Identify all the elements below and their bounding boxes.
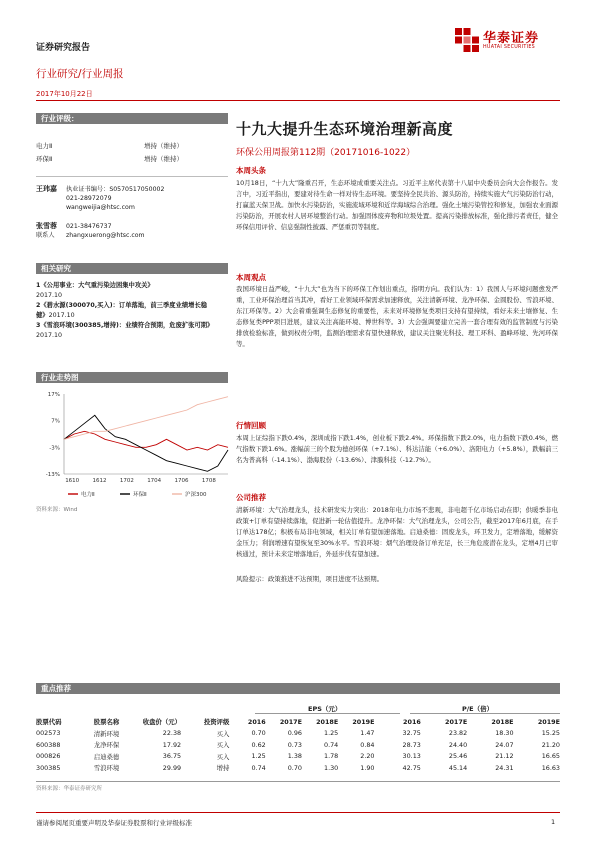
table-row[interactable]: 600388 龙净环保 17.92 买入 0.62 0.73 0.74 0.84 28.73 24.40 24.07 21.20: [36, 740, 560, 750]
x-tick-label: 1704: [147, 478, 162, 484]
huatai-logo-mark-icon: [455, 28, 479, 52]
group-divider-eps: [255, 713, 400, 714]
brand-name: 华泰证券: [483, 31, 540, 46]
rating-value: 增持（维持）: [144, 142, 183, 150]
table-bottom-line: [36, 781, 560, 782]
analyst-block-1: [36, 185, 232, 221]
brand-sub: HUATAI SECURITIES: [483, 45, 536, 50]
table-row[interactable]: 000826 启迪桑德 36.75 买入 1.25 1.38 1.78 2.20 30.13 25.46 21.12 16.65: [36, 752, 560, 761]
series-line: [64, 397, 228, 440]
analyst-phone: 021-38476737: [66, 223, 112, 230]
risk-note: 风险提示：政策推进不达预期，项目进度不达预期。: [236, 575, 383, 583]
rating-industry: 环保Ⅱ: [36, 155, 53, 163]
y-tick-label: -13%: [45, 472, 60, 478]
related-item[interactable]: 3《雪浪环境(300385,增持)：业绩符合预期，危废扩张可期》2017.10: [36, 322, 214, 339]
footer-disclaimer[interactable]: 谨请参阅尾页重要声明及华泰证券股票和行业评级标准: [36, 819, 192, 827]
ratings-divider: [36, 176, 228, 177]
contact-label: 联系人: [36, 232, 55, 239]
analyst-block-2: [36, 222, 232, 246]
section-heading-market: 行情回顾: [236, 421, 266, 430]
legend-label: 环保Ⅱ: [133, 492, 147, 498]
analyst-line: 执业证书编号：S0570517050002: [66, 186, 165, 193]
table-header: 2017E: [279, 717, 302, 726]
page-title: 十九大提升生态环境治理新高度: [236, 120, 454, 138]
section-heading-view: 本周观点: [236, 273, 266, 282]
x-tick-label: 1706: [174, 478, 189, 484]
report-type: 证券研究报告: [36, 43, 91, 53]
table-header: 股票名称: [93, 718, 120, 727]
analyst-email: wangweijia@htsc.com: [66, 204, 135, 211]
report-category: 行业研究/行业周报: [36, 68, 124, 80]
related-title: 相关研究: [36, 263, 228, 274]
analyst-phone: 021-28972079: [66, 195, 112, 202]
y-tick-label: 7%: [51, 418, 60, 425]
table-header: 2018E: [316, 717, 339, 726]
table-header-row: [36, 716, 560, 728]
table-header: 2017E: [445, 717, 468, 726]
x-tick-label: 1612: [92, 478, 107, 484]
chart-source: 资料来源：Wind: [36, 507, 78, 513]
legend-label: 电力Ⅱ: [81, 492, 95, 498]
rating-industry: 电力Ⅱ: [36, 142, 53, 150]
section-para-view: 我国环境日益严峻，“十九大”也为当下的环保工作划出重点，指明方向。我们认为：1）我国人与环境问题愈发严重，工业环保治理首当其冲，看好工业领域环保需求加速释放，关注清新环境、龙净环保、金圆股份、雪浪环境、东江环保等。2）大会着重强调生态修复的重要性，未来对环境修复类项目支持有望持续，看好未来土壤修复、生态修复类PPP项目进展，建议关注高能环境、博世科等。3）大会强调要建立完善一套合理有效的监管制度与污染排放检验标准，做到权责分明，监测治理需求有望快速释放，建议关注聚光科技、理工环科、盈峰环境、先河环保等。: [236, 285, 558, 348]
related-item[interactable]: 1《公用事业：大气重污染边困集中攻关》 2017.10: [36, 282, 154, 299]
trend-title: 行业走势图: [36, 372, 228, 383]
series-line: [64, 415, 228, 471]
industry-trend-chart: [36, 388, 232, 500]
table-header: 2018E: [491, 717, 514, 726]
page-subtitle: 环保公用周报第112期（20171016-1022）: [236, 148, 416, 158]
table-header: 收盘价（元）: [142, 718, 182, 727]
section-para-headline: 10月18日，“十九大”隆重召开，生态环境成重要关注点。习近平主席代表第十八届中央委员会向大会作报告。发言中，习近平指出，要建对待生命一样对待生态环境。要坚持全民共治、源头防治，持续实施大气污染防治行动，打赢蓝天保卫战。加快水污染防治，实施流域环境和近岸海域综合治理。强化土壤污染管控和修复，加强农业面源污染防治，开展农村人居环境整治行动。加强固体废弃物和垃圾处置。提高污染排放标准，强化排污者责任，健全环保信用评价、信息强制性披露、严惩重罚等制度。: [236, 179, 558, 231]
table-row[interactable]: 300385 雪浪环境 29.99 增持 0.74 0.70 1.30 1.90 42.75 45.14 24.31 16.63: [36, 763, 560, 773]
related-list: [36, 281, 216, 341]
section-para-market: 本周上证综指下跌0.4%，深圳成指下跌1.4%，创业板下跌2.4%。环保指数下跌2.0%，电力指数下跌0.4%，燃气指数下跌1.6%。涨幅前三的个股为德创环保（+7.1%）、科达洁能（+6.0%）、洛阳电力（+5.8%），跌幅前三名为普高科（-14.1%）、渤海股份（-13.6%）、津膜科技（-12.7%）。: [236, 434, 558, 464]
page-number: 1: [551, 818, 556, 826]
footer-divider: [36, 812, 560, 813]
x-tick-label: 1610: [65, 478, 80, 484]
y-tick-label: -3%: [49, 445, 60, 452]
table-row[interactable]: 002573 清新环境 22.38 买入 0.70 0.96 1.25 1.47 32.75 23.82 18.30 15.25: [36, 729, 560, 738]
analyst-name: 张雪蓉: [36, 222, 57, 230]
ratings-title: 行业评级：: [36, 113, 228, 124]
eps-group-header: EPS（元）: [308, 705, 342, 713]
report-date: 2017年10月22日: [36, 90, 93, 98]
table-header: 2019E: [352, 717, 375, 726]
table-header: 股票代码: [36, 718, 62, 727]
header-divider: [36, 100, 560, 101]
rating-row-power: [36, 141, 228, 151]
section-heading-headline: 本周头条: [236, 166, 266, 175]
table-source: 资料来源：华泰证券研究所: [36, 786, 103, 792]
table-header: 2019E: [537, 717, 560, 726]
rating-row-env: [36, 154, 228, 164]
huatai-logo: [455, 26, 559, 54]
related-item[interactable]: 2《碧水源(300070,买入)：订单落地，前三季度业绩增长稳健》2017.10: [36, 302, 208, 319]
analyst-name: 王玮嘉: [36, 185, 57, 193]
analyst-email: zhangxuerong@htsc.com: [66, 232, 145, 239]
table-header: 2016: [247, 717, 266, 726]
series-line: [64, 431, 228, 450]
pe-group-header: P/E（倍）: [462, 705, 494, 713]
group-divider-pe: [410, 713, 560, 714]
legend-label: 沪深300: [185, 492, 207, 498]
table-header: 2016: [403, 717, 421, 726]
stock-table-title: 重点推荐: [36, 683, 560, 694]
section-heading-companies: 公司推荐: [236, 493, 266, 502]
rating-value: 增持（维持）: [144, 155, 183, 163]
x-tick-label: 1708: [201, 478, 216, 484]
x-tick-label: 1702: [119, 478, 134, 484]
section-para-companies: 清新环境：大气治理龙头，技术研发实力突出：2018年电力市场不悲观，非电超千亿市场启动在即；供暖季非电政策+订单有望持续落地，促进新一轮估值提升。龙净环保：大气治理龙头，公司公告，截至2017年6月底，在手订单达178亿；积极布局非电领域，相关订单有望加速落地。启迪桑德：固废龙头，环卫发力，定增落地，缓解资金压力；利润增速有望恢复至30%水平。雪浪环境：烟气治理设备订单充足，长三角危废潜在龙头，定增4月已审核通过，预计未来定增落地后，外延步伐有望加速。: [236, 506, 558, 558]
stock-table: [36, 716, 560, 774]
y-tick-label: 17%: [47, 392, 60, 398]
table-header: 投资评级: [203, 718, 230, 727]
